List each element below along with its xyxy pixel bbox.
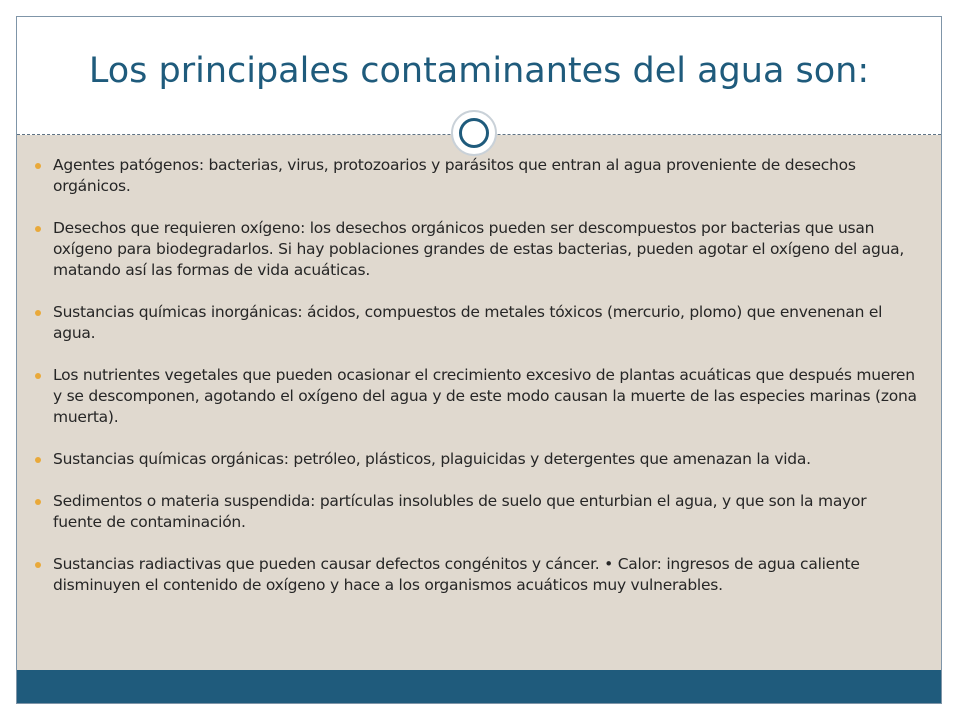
bullet-item-plant-nutrients: Los nutrientes vegetales que pueden ocasionar el crecimiento excesivo de plantas acuáticas que después mueren y se descomponen, agotando el oxígeno del agua y de este modo causan la muerte de las especies marinas (zona muerta). [53,365,919,428]
bullet-item-pathogens: Agentes patógenos: bacterias, virus, protozoarios y parásitos que entran al agua proveniente de desechos orgánicos. [53,155,919,197]
footer-bar [17,670,941,704]
content-area [17,135,941,670]
decorative-ring-icon [459,118,489,148]
bullet-item-inorganic-chemicals: Sustancias químicas inorgánicas: ácidos, compuestos de metales tóxicos (mercurio, plomo) que envenenan el agua. [53,302,919,344]
decorative-circle-icon [451,110,497,156]
bullet-item-organic-chemicals: Sustancias químicas orgánicas: petróleo, plásticos, plaguicidas y detergentes que amenazan la vida. [53,449,919,470]
bullet-list [53,155,919,596]
bullet-item-radioactive-heat: Sustancias radiactivas que pueden causar defectos congénitos y cáncer. • Calor: ingresos de agua caliente disminuyen el contenido de oxígeno y hace a los organismos acuáticos muy vulnerables. [53,554,919,596]
slide-title: Los principales contaminantes del agua son: [88,51,870,91]
slide-frame [16,16,942,704]
bullet-item-oxygen-demanding-waste: Desechos que requieren oxígeno: los desechos orgánicos pueden ser descompuestos por bacterias que usan oxígeno para biodegradarlos. Si hay poblaciones grandes de estas bacterias, pueden agotar el oxígeno del agua, matando así las formas de vida acuáticas. [53,218,919,281]
bullet-item-sediments: Sedimentos o materia suspendida: partículas insolubles de suelo que enturbian el agua, y que son la mayor fuente de contaminación. [53,491,919,533]
